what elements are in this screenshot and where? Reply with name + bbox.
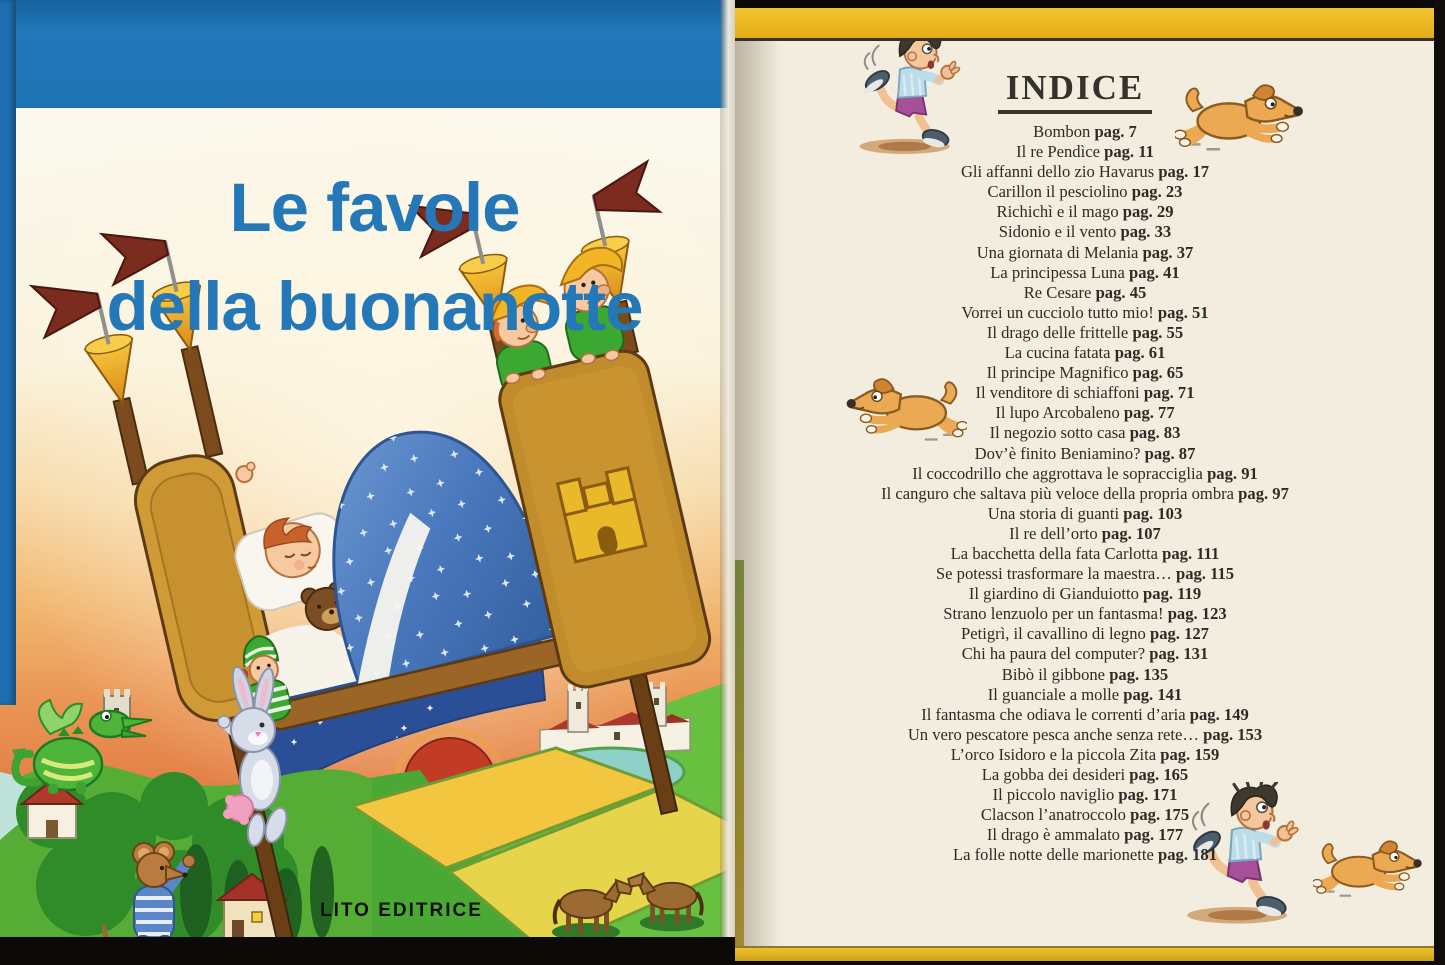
- index-entry-title: Il fantasma che odiava le correnti d’aria: [921, 704, 1190, 724]
- cover-edge-yellow-top: [735, 8, 1445, 41]
- index-entry-page: pag. 77: [1123, 403, 1175, 423]
- index-entry-page: pag. 41: [1128, 262, 1180, 282]
- index-entry-title: Il lupo Arcobaleno: [995, 403, 1124, 423]
- index-entry: [765, 162, 1405, 182]
- index-entry: [765, 544, 1405, 564]
- index-entry-page: pag. 91: [1207, 463, 1258, 483]
- index-entry-page: pag. 119: [1143, 584, 1202, 604]
- cover-page-edge: [720, 0, 735, 937]
- index-entry: [765, 202, 1405, 222]
- index-entry-title: Chi ha paura del computer?: [961, 644, 1150, 664]
- index-entry: [765, 303, 1405, 323]
- index-entry-title: Dov’è finito Beniamino?: [974, 443, 1145, 463]
- index-entry-page: pag. 11: [1104, 142, 1154, 162]
- index-entry-title: Bombon: [1033, 122, 1095, 141]
- index-entry: [765, 363, 1405, 383]
- cover-title: [14, 158, 735, 356]
- cover-title-line2: della buonanotte: [106, 268, 643, 346]
- index-entry: [765, 524, 1405, 544]
- index-entry-title: Richichì e il mago: [996, 202, 1123, 222]
- index-entry: [765, 182, 1405, 202]
- index-entry-title: Il principe Magnifico: [986, 363, 1133, 383]
- index-entry-title: Il coccodrillo che aggrottava le sopracciglia: [912, 463, 1208, 483]
- index-entry-page: pag. 17: [1158, 162, 1210, 182]
- index-entry: [765, 725, 1405, 745]
- index-entry-title: La folle notte delle marionette: [952, 845, 1159, 865]
- index-entry: [765, 323, 1405, 343]
- index-entry-page: pag. 115: [1175, 564, 1235, 584]
- index-entry-page: pag. 177: [1124, 825, 1184, 845]
- index-entry-title: Il drago è ammalato: [986, 825, 1125, 845]
- index-entry: [765, 624, 1405, 644]
- index-entry-title: Un vero pescatore pesca anche senza rete…: [907, 724, 1204, 744]
- index-title-text: INDICE: [998, 68, 1152, 114]
- index-entry-page: pag. 181: [1158, 845, 1218, 865]
- index-entry: [765, 484, 1405, 504]
- index-entry-page: pag. 29: [1122, 202, 1174, 222]
- index-entry-page: pag. 51: [1157, 302, 1209, 322]
- index-entry: [765, 243, 1405, 263]
- index-entry: [765, 765, 1405, 785]
- index-entry: [765, 644, 1405, 664]
- index-entry-title: La bacchetta della fata Carlotta: [950, 543, 1163, 563]
- index-entry-title: Il piccolo naviglio: [992, 785, 1119, 805]
- index-entry: [765, 845, 1405, 865]
- index-entry-page: pag. 135: [1109, 664, 1169, 684]
- index-entry-page: pag. 127: [1149, 624, 1209, 644]
- index-entry-title: Il canguro che saltava più veloce della propria ombra: [881, 483, 1239, 503]
- index-entry-title: La cucina fatata: [1004, 343, 1115, 363]
- index-entry: [765, 805, 1405, 825]
- index-entry-page: pag. 65: [1132, 363, 1184, 383]
- index-entry: [765, 142, 1405, 162]
- index-entry: [765, 423, 1405, 443]
- index-entry-page: pag. 165: [1129, 765, 1189, 784]
- index-entry: [765, 122, 1405, 142]
- index-entry: [765, 283, 1405, 303]
- index-entry-page: pag. 55: [1132, 322, 1184, 342]
- index-entry-page: pag. 103: [1123, 503, 1183, 523]
- index-entry: [765, 464, 1405, 484]
- index-entry-title: Vorrei un cucciolo tutto mio!: [961, 302, 1158, 322]
- index-entry-page: pag. 97: [1238, 483, 1289, 503]
- index-entry-page: pag. 71: [1143, 383, 1195, 403]
- index-entry-title: La principessa Luna: [990, 262, 1129, 282]
- index-entry-page: pag. 61: [1114, 343, 1166, 363]
- index-entry-title: Il negozio sotto casa: [989, 423, 1130, 443]
- index-entry-title: Una giornata di Melania: [976, 242, 1143, 262]
- index-entry-page: pag. 23: [1131, 182, 1183, 202]
- index-entry: [765, 564, 1405, 584]
- index-entry-title: L’orco Isidoro e la piccola Zita: [950, 744, 1161, 764]
- index-entry-title: Il re Pendìce: [1016, 142, 1105, 162]
- index-entry-page: pag. 175: [1130, 805, 1190, 825]
- index-entry-title: La gobba dei desideri: [981, 765, 1130, 784]
- index-entry-title: Il guanciale a molle: [987, 684, 1124, 704]
- index-entry: [765, 604, 1405, 624]
- index-entry: [765, 343, 1405, 363]
- index-entry: [765, 705, 1405, 725]
- scan-edge-bottom: [735, 961, 1445, 965]
- index-entry-page: pag. 33: [1120, 222, 1172, 242]
- index-entry-page: pag. 37: [1142, 242, 1194, 262]
- index-entry-page: pag. 83: [1129, 423, 1181, 443]
- index-entry-title: Bibò il gibbone: [1001, 664, 1110, 684]
- index-entry-title: Una storia di guanti: [987, 503, 1124, 523]
- index-entry-title: Re Cesare: [1023, 282, 1096, 302]
- index-page: [735, 0, 1445, 965]
- index-entry: [765, 263, 1405, 283]
- index-entry: [765, 665, 1405, 685]
- index-entry: [765, 685, 1405, 705]
- scan-edge-top: [735, 0, 1445, 8]
- index-entry-page: pag. 153: [1203, 724, 1263, 744]
- cover-title-line1: Le favole: [229, 169, 520, 247]
- index-entry: [765, 444, 1405, 464]
- index-entry-title: Carillon il pesciolino: [987, 182, 1132, 202]
- index-entry-page: pag. 123: [1167, 604, 1227, 624]
- index-entry-title: Il re dell’orto: [1009, 523, 1102, 543]
- index-entry: [765, 383, 1405, 403]
- index-entry-page: pag. 107: [1101, 523, 1161, 543]
- index-entry-page: pag. 111: [1162, 543, 1220, 563]
- index-entry: [765, 785, 1405, 805]
- cover-top-band: [0, 0, 735, 108]
- cover-bottom-bar: [0, 937, 735, 965]
- index-entries: [765, 122, 1405, 865]
- index-entry-page: pag. 159: [1160, 744, 1220, 764]
- index-entry-page: pag. 87: [1144, 443, 1196, 463]
- index-entry: [765, 584, 1405, 604]
- index-entry-page: pag. 45: [1095, 282, 1147, 302]
- index-entry-page: pag. 131: [1149, 644, 1209, 664]
- index-entry-title: Clacson l’anatroccolo: [980, 805, 1131, 825]
- publisher-name: LITO EDITRICE: [320, 900, 483, 921]
- index-entry-title: Il drago delle frittelle: [986, 322, 1133, 342]
- index-entry-title: Il giardino di Gianduiotto: [968, 584, 1144, 604]
- index-entry-title: Gli affanni dello zio Havarus: [960, 162, 1159, 182]
- index-entry-title: Il venditore di schiaffoni: [975, 383, 1144, 403]
- index-entry: [765, 745, 1405, 765]
- index-entry-page: pag. 141: [1123, 684, 1183, 704]
- index-entry-title: Strano lenzuolo per un fantasma!: [943, 604, 1168, 624]
- index-entry-title: Sidonio e il vento: [998, 222, 1121, 242]
- scan-edge-right: [1434, 0, 1445, 965]
- index-entry-title: Petigrì, il cavallino di legno: [961, 624, 1150, 644]
- index-entry: [765, 403, 1405, 423]
- index-entry: [765, 825, 1405, 845]
- index-entry-title: Se potessi trasformare la maestra…: [935, 564, 1176, 584]
- index-title: [735, 68, 1415, 114]
- index-entry-page: pag. 171: [1118, 785, 1178, 805]
- index-entry: [765, 504, 1405, 524]
- index-entry-page: pag. 7: [1094, 122, 1137, 141]
- index-entry-page: pag. 149: [1189, 704, 1249, 724]
- index-entry: [765, 222, 1405, 242]
